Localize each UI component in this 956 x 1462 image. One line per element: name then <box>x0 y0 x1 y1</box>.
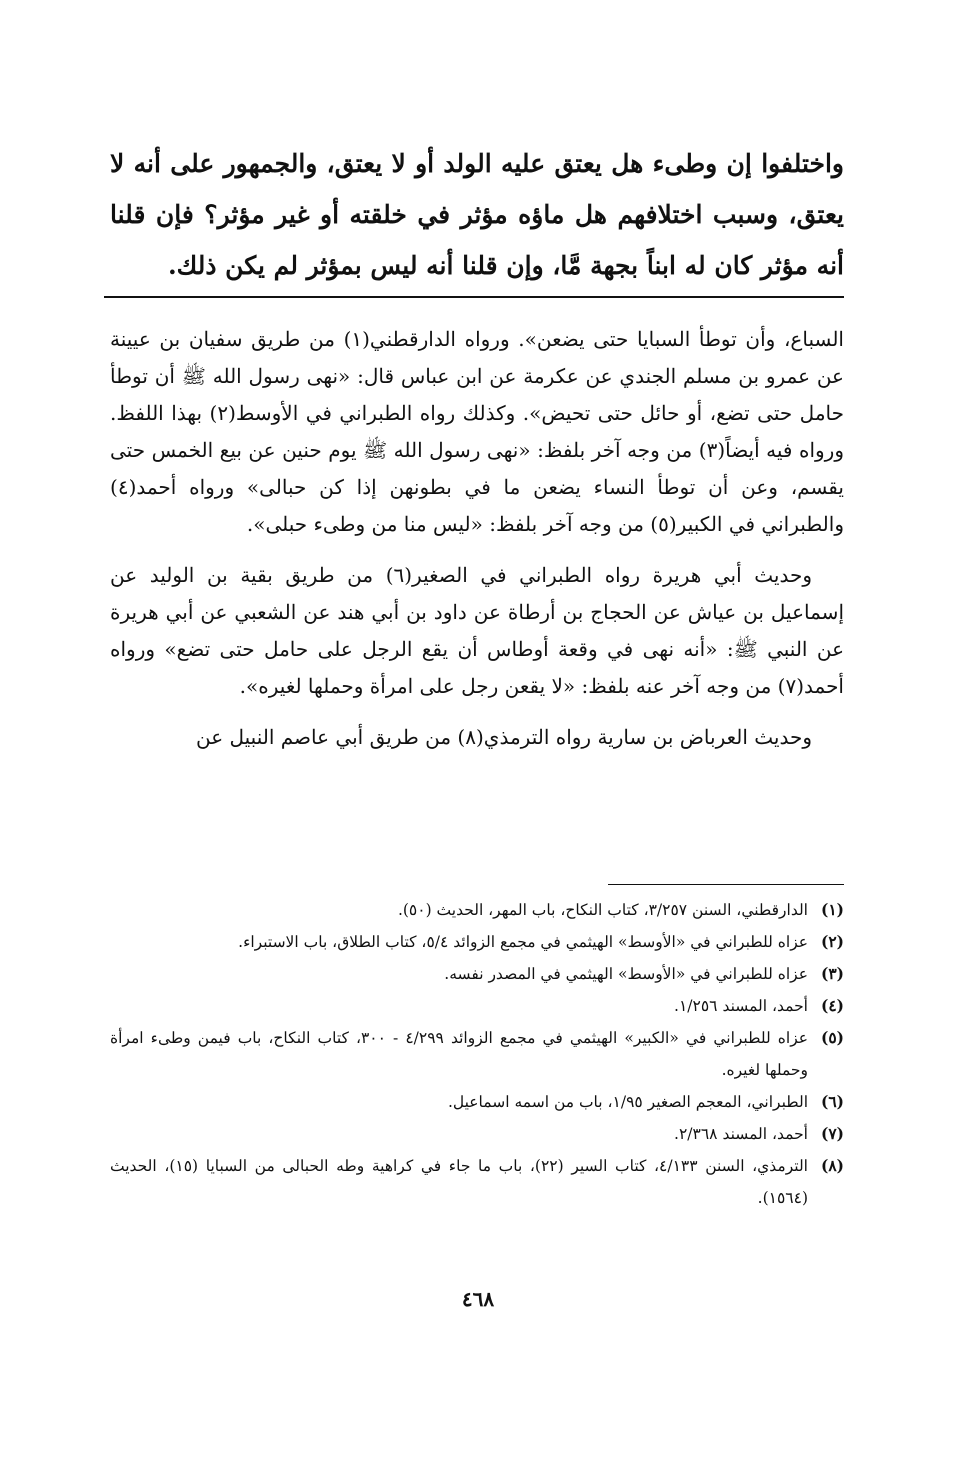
page-number: ٤٦٨ <box>461 1287 495 1311</box>
paragraph-text: السباع، وأن توطأ السبايا حتى يضعن». ورواه الدارقطني(١) من طريق سفيان بن عيينة عن عمرو بن مسلم الجندي عن عكرمة عن ابن عباس قال: «نهى رسول الله ﷺ أن توطأ حامل حتى تضع، أو حائل حتى تحيض». وكذلك رواه الطبراني في الأوسط(٢) بهذا اللفظ. ورواه فيه أيضاً(٣) من وجه آخر بلفظ: «نهى رسول الله ﷺ يوم حنين عن بيع الخمس حتى يقسم، وعن أن توطأ النساء يضعن ما في بطونهن إذا كن حبالى» ورواه أحمد(٤) والطبراني في الكبير(٥) من وجه آخر بلفظ: «ليس منا من وطىء حبلى». <box>110 327 845 536</box>
footnote-1 <box>110 894 844 926</box>
footnote-text: أحمد، المسند ٢/٣٦٨. <box>674 1125 808 1143</box>
footnote-text: الطبراني، المعجم الصغير ١/٩٥، باب من اسمه اسماعيل. <box>447 1093 808 1111</box>
footnote-text: عزاه للطبراني في «الأوسط» الهيثمي في المصدر نفسه. <box>444 965 808 983</box>
footnote-number: (١) <box>820 900 844 919</box>
footnote-number: (٥) <box>820 1028 844 1047</box>
paragraph-text: وحديث العرباض بن سارية رواه الترمذي(٨) من طريق أبي عاصم النبيل عن <box>195 725 812 749</box>
footnote-number: (٣) <box>820 964 844 983</box>
main-text: واختلفوا إن وطىء هل يعتق عليه الولد أو لا يعتق، والجمهور على أنه لا يعتق، وسبب اختلافهم هل ماؤه مؤثر في خلقته أو غير مؤثر؟ فإن قلنا أنه مؤثر كان له ابناً بجهة مَّا، وإن قلنا أنه ليس بمؤثر لم يكن ذلك. <box>110 149 844 280</box>
footnote-number: (٢) <box>820 932 844 951</box>
footnote-text: عزاه للطبراني في «الكبير» الهيثمي في مجمع الزوائد ٤/٢٩٩ - ٣٠٠، كتاب النكاح، باب فيمن وطىء امرأة وحملها لغيره. <box>110 1029 808 1079</box>
footnote-6 <box>110 1086 844 1118</box>
footnote-number: (٧) <box>820 1124 844 1143</box>
footnote-5 <box>110 1022 844 1086</box>
section-divider <box>104 296 844 298</box>
commentary-paragraph-3 <box>110 719 844 756</box>
commentary-paragraph-2 <box>110 557 844 705</box>
footnote-number: (٨) <box>820 1156 844 1175</box>
footnote-text: عزاه للطبراني في «الأوسط» الهيثمي في مجمع الزوائد ٥/٤، كتاب الطلاق، باب الاستبراء. <box>238 933 808 951</box>
footnote-2 <box>110 926 844 958</box>
footnote-text: الترمذي، السنن ٤/١٣٣، كتاب السير (٢٢)، باب ما جاء في كراهية وطه الحبالى من السبايا (١٥)، الحديث (١٥٦٤). <box>110 1157 808 1207</box>
footnote-7 <box>110 1118 844 1150</box>
footnote-number: (٤) <box>820 996 844 1015</box>
commentary-paragraph-1 <box>110 321 844 543</box>
footnote-text: أحمد، المسند ١/٢٥٦. <box>674 997 808 1015</box>
footnotes <box>110 894 844 1214</box>
footnote-3 <box>110 958 844 990</box>
paragraph-text: وحديث أبي هريرة رواه الطبراني في الصغير(٦) من طريق بقية بن الوليد عن إسماعيل بن عياش عن الحجاج بن أرطاة عن داود بن أبي هند عن الشعبي عن أبي هريرة عن النبي ﷺ: «أنه نهى في وقعة أوطاس أن يقع الرجل على حامل حتى تضع» ورواه أحمد(٧) من وجه آخر عنه بلفظ: «لا يقعن رجل على امرأة وحملها لغيره». <box>110 563 844 698</box>
footnote-4 <box>110 990 844 1022</box>
footnote-8 <box>110 1150 844 1214</box>
footnote-divider <box>608 884 844 885</box>
commentary-section <box>110 321 844 770</box>
footnote-text: الدارقطني، السنن ٣/٢٥٧، كتاب النكاح، باب المهر، الحديث (٥٠). <box>397 901 808 919</box>
footnote-number: (٦) <box>820 1092 844 1111</box>
